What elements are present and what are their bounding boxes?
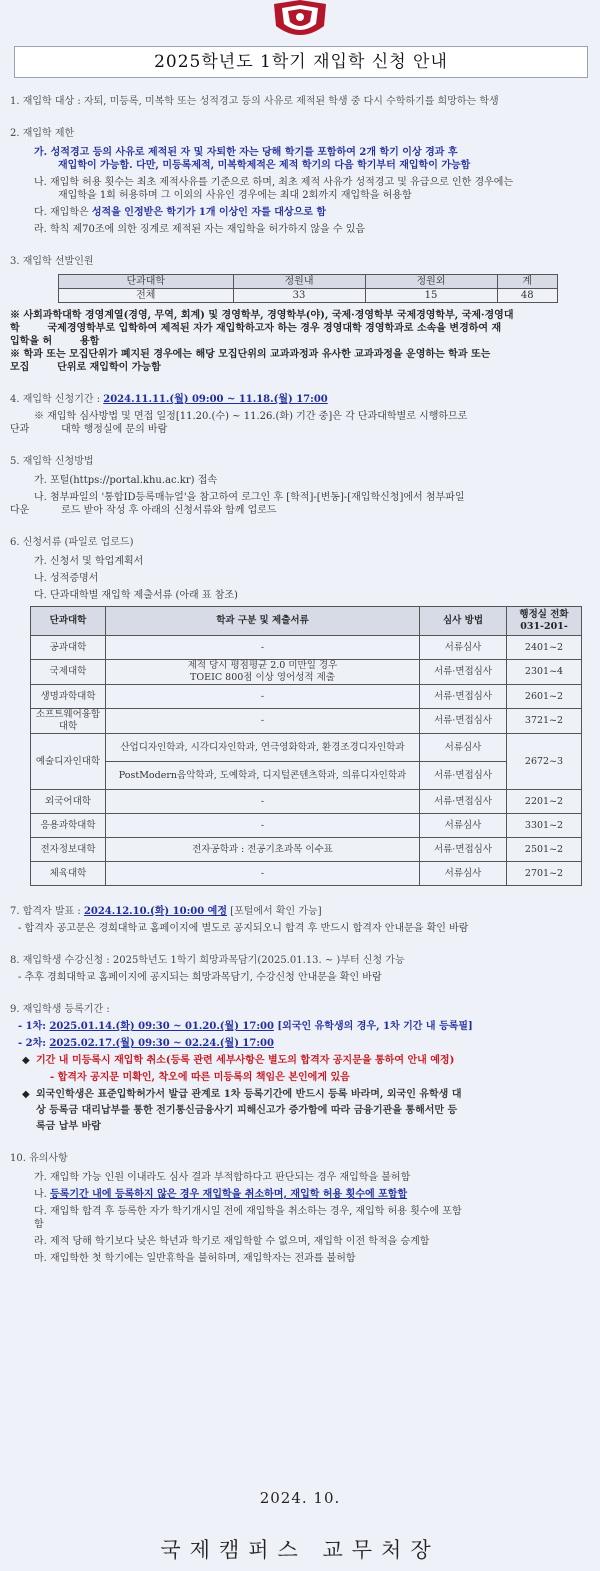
restriction-da xyxy=(10,206,590,219)
phone-cell: 2201~2 xyxy=(507,790,582,814)
diamond-bullet-icon: ◆ xyxy=(22,1089,30,1100)
documents-header: 단과대학 xyxy=(31,607,106,636)
restrictions-heading: 2. 재입학 제한 xyxy=(10,128,75,139)
quota-note1-line3: 입학을 허 용함 xyxy=(10,336,100,347)
table-row xyxy=(31,709,582,734)
section-precautions xyxy=(10,1152,590,1265)
restriction-ra: 라. 학칙 제70조에 의한 징계로 제적된 자는 재입학을 허가하지 않을 수 있음 xyxy=(34,224,366,235)
section-quota xyxy=(10,255,590,374)
college-cell: 예술디자인대학 xyxy=(31,734,106,790)
tuition-first-label: - 1차: xyxy=(18,1021,50,1032)
phone-cell: 2701~2 xyxy=(507,862,582,886)
tuition-second-label: - 2차: xyxy=(18,1038,50,1049)
restriction-da-emphasis: 성적을 인정받은 학기가 1개 이상인 자를 대상으로 함 xyxy=(91,207,327,218)
announcement-note: - 합격자 공고문은 경희대학교 홈페이지에 별도로 공지되오니 합격 후 반드시 합격자 안내문을 확인 바람 xyxy=(18,923,469,934)
method-cell: 서류심사 xyxy=(420,862,507,886)
college-cell: 전자정보대학 xyxy=(31,838,106,862)
announcement-date: 2024.12.10.(화) 10:00 예정 xyxy=(83,906,227,917)
table-row xyxy=(31,660,582,685)
section-documents xyxy=(10,536,590,886)
section-eligibility xyxy=(10,95,590,108)
tuition-first-date: 2025.01.14.(화) 09:30 ~ 01.20.(월) 17:00 xyxy=(49,1021,274,1032)
documents-header: 행정실 전화 031-201- xyxy=(507,607,582,636)
quota-header: 정원내 xyxy=(233,275,365,289)
table-row xyxy=(31,862,582,886)
documents-table xyxy=(30,606,582,886)
college-cell: 공과대학 xyxy=(31,636,106,660)
table-row xyxy=(31,685,582,709)
tuition-bullet-2-line2: 상 등록금 대리납부를 통한 전기통신금융사기 피해신고가 증가함에 따라 금융기관을 통해서만 등 xyxy=(36,1105,458,1116)
quota-header: 단과대학 xyxy=(59,275,234,289)
table-row xyxy=(31,838,582,862)
tuition-bullet-2-line1: 외국인학생은 표준입학허가서 발급 관계로 1차 등록기간에 반드시 등록 바라며, 외국인 유학생 대 xyxy=(36,1089,462,1100)
announcement-portal: [포털에서 확인 가능] xyxy=(226,906,322,917)
phone-cell: 2301~4 xyxy=(507,660,582,685)
diamond-bullet-icon: ◆ xyxy=(22,1055,30,1066)
college-cell: 응용과학대학 xyxy=(31,814,106,838)
restriction-ga-line2: 재입학이 가능함. 다만, 미등록제적, 미복학제적은 제적 학기의 다음 학기부터 재입학이 가능함 xyxy=(58,160,471,171)
docs-cell: PostModern음악학과, 도예학과, 디지털콘텐츠학과, 의류디자인학과 xyxy=(106,762,420,790)
method-cell: 서류·면접심사 xyxy=(420,838,507,862)
notice-date: 2024. 10. xyxy=(259,1489,341,1507)
restriction-ga-line1: 가. 성적경고 등의 사유로 제적된 자 및 자퇴한 자는 당해 학기를 포함하여 2개 학기 이상 경과 후 xyxy=(34,147,458,158)
tuition-first xyxy=(10,1020,590,1033)
section-method xyxy=(10,455,590,517)
college-cell: 체육대학 xyxy=(31,862,106,886)
college-cell: 소프트웨어융합대학 xyxy=(31,709,106,734)
docs-cell: - xyxy=(106,862,420,886)
announcement-label: 7. 합격자 발표 : xyxy=(10,906,84,917)
method-cell: 서류심사 xyxy=(420,734,507,762)
quota-cell: 15 xyxy=(365,289,497,303)
method-cell: 서류·면접심사 xyxy=(420,685,507,709)
notice-body xyxy=(10,95,590,1265)
table-row xyxy=(31,734,582,762)
section-announcement xyxy=(10,905,590,935)
docs-cell: - xyxy=(106,790,420,814)
section-course-registration xyxy=(10,954,590,984)
documents-header: 학과 구분 및 제출서류 xyxy=(106,607,420,636)
tuition-second-date: 2025.02.17.(월) 09:30 ~ 02.24.(월) 17:00 xyxy=(49,1038,274,1049)
tuition-bullet-2-line3: 록금 납부 바람 xyxy=(36,1121,101,1132)
docs-cell: 전자공학과 : 전공기초과목 이수표 xyxy=(106,838,420,862)
restriction-na-line2: 재입학을 1회 허용하며 그 이외의 사유인 경우에는 최대 2회까지 재입학을 허용함 xyxy=(58,190,412,201)
tuition-bullet-1-text: 기간 내 미등록시 재입학 취소(등록 관련 세부사항은 별도의 합격자 공지문을 통하여 안내 예정) xyxy=(36,1055,455,1066)
phone-cell: 2401~2 xyxy=(507,636,582,660)
quota-cell: 48 xyxy=(497,289,557,303)
issuer-signature: 국제캠퍼스 교무처장 xyxy=(160,1538,440,1562)
period-heading xyxy=(10,393,590,406)
tuition-first-note: [외국인 유학생의 경우, 1차 기간 내 등록필] xyxy=(273,1021,473,1032)
documents-da: 다. 단과대학별 재입학 제출서류 (아래 표 참조) xyxy=(34,590,238,601)
method-cell: 서류심사 xyxy=(420,636,507,660)
college-cell: 국제대학 xyxy=(31,660,106,685)
quota-note2-line2: 모집 단위로 재입학이 가능함 xyxy=(10,362,161,373)
tuition-bullet-1-sub: - 합격자 공지문 미확인, 착오에 따른 미등록의 책임은 본인에게 있음 xyxy=(50,1072,350,1083)
eligibility-text: 1. 재입학 대상 : 자퇴, 미등록, 미복학 또는 성적경고 등의 사유로 제적된 학생 중 다시 수학하기를 희망하는 학생 xyxy=(10,96,499,107)
college-cell: 외국어대학 xyxy=(31,790,106,814)
method-cell: 서류심사 xyxy=(420,814,507,838)
quota-header: 정원외 xyxy=(365,275,497,289)
university-seal-icon xyxy=(268,0,332,40)
period-note-line2: 단과 대학 행정실에 문의 바람 xyxy=(10,424,168,435)
docs-cell: - xyxy=(106,685,420,709)
precaution-na-emphasis: 등록기간 내에 등록하지 않은 경우 재입학을 취소하며, 재입학 허용 횟수에 포함함 xyxy=(50,1189,408,1200)
period-date: 2024.11.11.(월) 09:00 ~ 11.18.(월) 17:00 xyxy=(103,394,328,405)
quota-table xyxy=(58,274,558,303)
period-label: 4. 재입학 신청기간 : xyxy=(10,394,104,405)
quota-cell: 전체 xyxy=(59,289,234,303)
docs-cell: - xyxy=(106,814,420,838)
method-na-line1: 나. 첨부파일의 '통합ID등록매뉴얼'을 참고하여 로그인 후 [학적]-[변동]-[재입학신청]에서 첨부파일 xyxy=(34,492,465,503)
method-heading: 5. 재입학 신청방법 xyxy=(10,456,94,467)
section-period xyxy=(10,393,590,436)
phone-cell: 2501~2 xyxy=(507,838,582,862)
quota-note2-line1: ※ 학과 또는 모집단위가 폐지된 경우에는 해당 모집단위의 교과과정과 유사한 교과과정을 운영하는 학과 또는 xyxy=(10,349,491,360)
precaution-ga: 가. 재입학 가능 인원 이내라도 심사 결과 부적합하다고 판단되는 경우 재입학을 불허함 xyxy=(34,1172,411,1183)
table-row xyxy=(31,762,582,790)
phone-cell: 2601~2 xyxy=(507,685,582,709)
section-tuition-period xyxy=(10,1003,590,1133)
phone-cell: 3301~2 xyxy=(507,814,582,838)
tuition-bullet-1 xyxy=(10,1054,590,1067)
period-note-line1: ※ 재입학 심사방법 및 면접 일정[11.20.(수) ~ 11.26.(화) 기간 중]은 각 단과대학별로 시행하므로 xyxy=(34,411,468,422)
tuition-second xyxy=(10,1037,590,1050)
precaution-ma: 마. 재입학한 첫 학기에는 일반휴학을 불허하며, 재입학자는 전과를 불허함 xyxy=(34,1253,356,1264)
restriction-da-prefix: 다. 재입학은 xyxy=(34,207,92,218)
page-title: 2025학년도 1학기 재입학 신청 안내 xyxy=(14,46,588,78)
precautions-heading: 10. 유의사항 xyxy=(10,1153,68,1164)
precaution-da-line1: 다. 재입학 합격 후 등록한 자가 학기개시일 전에 재입학을 취소하는 경우, 재입학 허용 횟수에 포함 xyxy=(34,1206,462,1217)
announcement-heading xyxy=(10,905,590,918)
method-cell: 서류·면접심사 xyxy=(420,790,507,814)
quota-note1-line2: 학 국제경영학부로 입학하여 제적된 자가 재입학하고자 하는 경우 경영대학 경영학과로 소속을 변경하여 재 xyxy=(10,323,502,334)
docs-cell: - xyxy=(106,709,420,734)
method-na-line2: 다운 로드 받아 작성 후 아래의 신청서류와 함께 업로드 xyxy=(10,505,277,516)
docs-cell: 제적 당시 평점평균 2.0 미만일 경우 TOEIC 800점 이상 영어성적 제출 xyxy=(106,660,420,685)
documents-header: 심사 방법 xyxy=(420,607,507,636)
precaution-na-prefix: 나. xyxy=(34,1189,51,1200)
table-row xyxy=(31,636,582,660)
precaution-ra: 라. 제적 당해 학기보다 낮은 학년과 학기로 재입학할 수 없으며, 재입학 이전 학적을 승계함 xyxy=(34,1236,430,1247)
tuition-bullet-2 xyxy=(10,1088,590,1101)
precaution-da-line2: 함 xyxy=(34,1219,44,1230)
quota-heading: 3. 재입학 선발인원 xyxy=(10,256,94,267)
tuition-heading: 9. 재입학생 등록기간 : xyxy=(10,1004,110,1015)
docs-cell: - xyxy=(106,636,420,660)
phone-cell: 3721~2 xyxy=(507,709,582,734)
course-registration-heading: 8. 재입학생 수강신청 : 2025학년도 1학기 희망과목담기(2025.01.13. ~ )부터 신청 가능 xyxy=(10,955,405,966)
docs-cell: 산업디자인학과, 시각디자인학과, 연극영화학과, 환경조경디자인학과 xyxy=(106,734,420,762)
method-cell: 서류·면접심사 xyxy=(420,709,507,734)
section-restrictions xyxy=(10,127,590,236)
quota-note1-line1: ※ 사회과학대학 경영계열(경영, 무역, 회계) 및 경영학부, 경영학부(야), 국제·경영학부 국제경영학부, 국제·경영대 xyxy=(10,310,514,321)
method-cell: 서류·면접심사 xyxy=(420,762,507,790)
method-cell: 서류·면접심사 xyxy=(420,660,507,685)
quota-cell: 33 xyxy=(233,289,365,303)
documents-na: 나. 성적증명서 xyxy=(34,573,99,584)
table-row xyxy=(31,814,582,838)
documents-ga: 가. 신청서 및 학업계획서 xyxy=(34,556,144,567)
method-ga: 가. 포털(https://portal.khu.ac.kr) 접속 xyxy=(34,475,218,486)
phone-cell: 2672~3 xyxy=(507,734,582,790)
quota-header: 계 xyxy=(497,275,557,289)
course-registration-note: - 추후 경희대학교 홈페이지에 공지되는 희망과목담기, 수강신청 안내문을 확인 바람 xyxy=(18,972,382,983)
college-cell: 생명과학대학 xyxy=(31,685,106,709)
documents-heading: 6. 신청서류 (파일로 업로드) xyxy=(10,537,134,548)
restriction-na-line1: 나. 재입학 허용 횟수는 최초 제적사유를 기준으로 하며, 최초 제적 사유가 성적경고 및 유급으로 인한 경우에는 xyxy=(34,177,514,188)
table-row xyxy=(31,790,582,814)
precaution-na xyxy=(10,1188,590,1201)
